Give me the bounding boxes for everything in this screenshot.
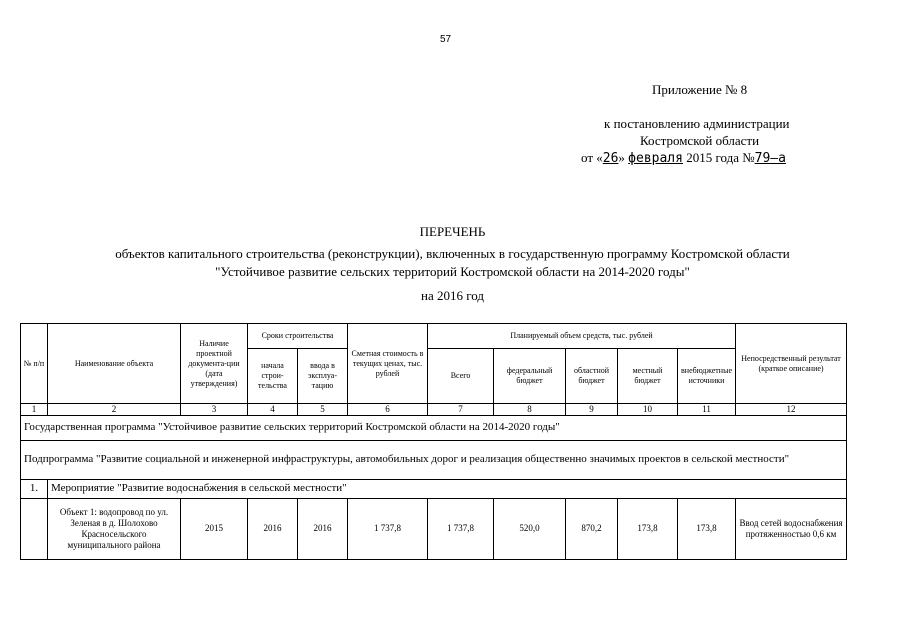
page-number: 57 xyxy=(440,34,452,45)
column-number: 10 xyxy=(618,404,678,416)
column-number: 11 xyxy=(678,404,736,416)
object-cost: 1 737,8 xyxy=(348,499,428,560)
resolution-number: 79–а xyxy=(754,151,786,166)
column-number: 7 xyxy=(428,404,494,416)
object-commission: 2016 xyxy=(298,499,348,560)
object-name: Объект 1: водопровод по ул. Зеленая в д. Шолохово Красносельского муниципального района xyxy=(48,499,181,560)
object-federal: 520,0 xyxy=(494,499,566,560)
object-num xyxy=(21,499,48,560)
header-num: № п/п xyxy=(21,324,48,404)
header-federal: федеральный бюджет xyxy=(494,349,566,404)
date-day: 26 xyxy=(602,151,619,166)
date-month: февраля xyxy=(628,151,683,166)
event-number: 1. xyxy=(21,480,48,499)
list-subtitle-1: объектов капитального строительства (реконструкции), включенных в государственную программу Костромской области xyxy=(115,246,790,261)
header-docs: Наличие проектной документа-ции (дата утверждения) xyxy=(181,324,248,404)
objects-table xyxy=(20,323,847,560)
header-total: Всего xyxy=(428,349,494,404)
object-local: 173,8 xyxy=(618,499,678,560)
column-number: 3 xyxy=(181,404,248,416)
list-title: ПЕРЕЧЕНЬ xyxy=(419,224,486,239)
header-local: местный бюджет xyxy=(618,349,678,404)
gov-program-row: Государственная программа "Устойчивое развитие сельских территорий Костромской области на 2014-2020 годы" xyxy=(21,416,847,441)
header-extra: внебюджетные источники xyxy=(678,349,736,404)
header-name: Наименование объекта xyxy=(48,324,181,404)
object-regional: 870,2 xyxy=(566,499,618,560)
list-subtitle-2: "Устойчивое развитие сельских территорий Костромской области на 2014-2020 годы" xyxy=(215,264,690,279)
header-start: начала строи-тельства xyxy=(248,349,298,404)
object-result: Ввод сетей водоснабжения протяженностью 0,6 км xyxy=(736,499,847,560)
object-docs: 2015 xyxy=(181,499,248,560)
column-number: 1 xyxy=(21,404,48,416)
header-commission: ввода в эксплуа-тацию xyxy=(298,349,348,404)
date-year: 2015 года № xyxy=(686,150,755,165)
column-number: 12 xyxy=(736,404,847,416)
date-mid: » xyxy=(618,150,625,165)
header-terms: Сроки строительства xyxy=(248,324,348,349)
column-number: 8 xyxy=(494,404,566,416)
subprogram-row: Подпрограмма "Развитие социальной и инженерной инфраструктуры, автомобильных дорог и реализация общественно значимых проектов в сельской местности" xyxy=(21,441,847,480)
header-result: Непосредственный результат (краткое описание) xyxy=(736,324,847,404)
column-number: 6 xyxy=(348,404,428,416)
column-number: 9 xyxy=(566,404,618,416)
event-row: Мероприятие "Развитие водоснабжения в сельской местности" xyxy=(48,480,847,499)
list-year: на 2016 год xyxy=(421,288,484,303)
header-cost: Сметная стоимость в текущих ценах, тыс. рублей xyxy=(348,324,428,404)
object-start: 2016 xyxy=(248,499,298,560)
resolution-line-1: к постановлению администрации xyxy=(604,116,790,131)
object-total: 1 737,8 xyxy=(428,499,494,560)
resolution-date-line xyxy=(581,150,786,166)
resolution-line-2: Костромской области xyxy=(640,133,760,148)
header-planned: Планируемый объем средств, тыс. рублей xyxy=(428,324,736,349)
header-regional: областной бюджет xyxy=(566,349,618,404)
column-number: 4 xyxy=(248,404,298,416)
table-row xyxy=(21,499,847,560)
object-extra: 173,8 xyxy=(678,499,736,560)
date-prefix: от « xyxy=(581,150,603,165)
column-number: 5 xyxy=(298,404,348,416)
appendix-title: Приложение № 8 xyxy=(652,82,748,97)
column-number: 2 xyxy=(48,404,181,416)
